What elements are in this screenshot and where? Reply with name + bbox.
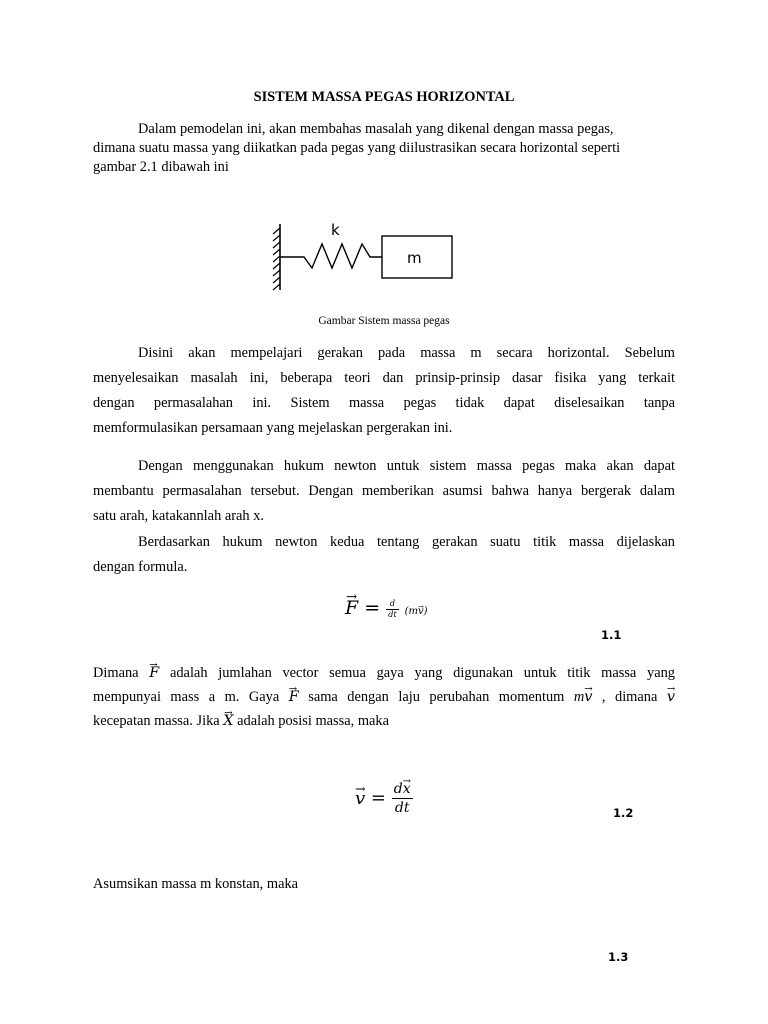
paragraph-line: membantu permasalahan tersebut. Dengan memberikan asumsi bahwa hanya bergerak dalam — [93, 483, 675, 499]
spring-mass-figure — [270, 220, 460, 292]
equation-1 — [345, 596, 428, 624]
eq2-velocity-symbol: → v — [355, 788, 365, 810]
paragraph-line: dengan permasalahan ini. Sistem massa pegas tidak dapat diselesaikan tanpa — [93, 395, 675, 411]
paragraph-intro — [93, 120, 675, 177]
paragraph-line: memformulasikan persamaan yang mejelaskan pergerakan ini. — [93, 420, 453, 436]
paragraph-line: gambar 2.1 dibawah ini — [93, 159, 229, 175]
eq1-force-symbol: → F — [345, 596, 358, 620]
paragraph-line: Disini akan mempelajari gerakan pada massa m secara horizontal. Sebelum — [138, 345, 675, 361]
paragraph-second-law — [93, 530, 675, 580]
eq2-derivative: $\frac{d\to x}{dt}$ — [392, 780, 413, 817]
paragraph-line: menyelesaikan masalah ini, beberapa teori dan prinsip-prinsip dasar fisika yang terkait — [93, 370, 675, 386]
paragraph-line: Berdasarkan hukum newton kedua tentang gerakan suatu titik massa dijelaskan — [138, 534, 675, 550]
wall-hatching — [273, 228, 280, 290]
figure-caption: Gambar Sistem massa pegas — [318, 315, 450, 327]
page-title: SISTEM MASSA PEGAS HORIZONTAL — [253, 89, 515, 105]
paragraph-line: satu arah, katakannlah arah x. — [93, 508, 265, 524]
equation-number-1: 1.1 — [601, 628, 622, 642]
paragraph-constant-mass: Asumsikan massa m konstan, maka — [93, 876, 299, 892]
paragraph-line: dimana suatu massa yang diikatkan pada pegas yang diilustrasikan secara horizontal seperti — [93, 140, 621, 156]
paragraph-line: dengan formula. — [93, 559, 188, 575]
paragraph-definitions — [93, 661, 675, 733]
spring-zigzag — [280, 244, 382, 268]
paragraph-line: Dimana → F adalah jumlahan vector semua gaya yang digunakan untuk titik massa yang — [93, 661, 675, 685]
equation-2 — [355, 780, 413, 817]
eq1-derivative: $\frac{d}{dt}$ — [388, 598, 397, 619]
equation-number-2: 1.2 — [613, 806, 634, 820]
paragraph-line: Dengan menggunakan hukum newton untuk sistem massa pegas maka akan dapat — [138, 458, 675, 474]
equation-number-3: 1.3 — [608, 950, 629, 964]
eq2-equals: = — [370, 787, 386, 809]
paragraph-newton — [93, 454, 675, 529]
spring-label: k — [331, 221, 340, 239]
paragraph-theory — [93, 341, 675, 441]
paragraph-line: Dalam pemodelan ini, akan membahas masalah yang dikenal dengan massa pegas, — [138, 121, 614, 137]
paragraph-line: mempunyai mass a m. Gaya → F sama dengan laju perubahan momentum m→ v , dimana → v — [93, 685, 675, 709]
eq1-equals: = — [364, 597, 381, 619]
paragraph-line: kecepatan massa. Jika → X adalah posisi massa, maka — [93, 709, 675, 733]
mass-label: m — [407, 249, 422, 267]
eq1-momentum: (m→ v) — [405, 606, 428, 617]
